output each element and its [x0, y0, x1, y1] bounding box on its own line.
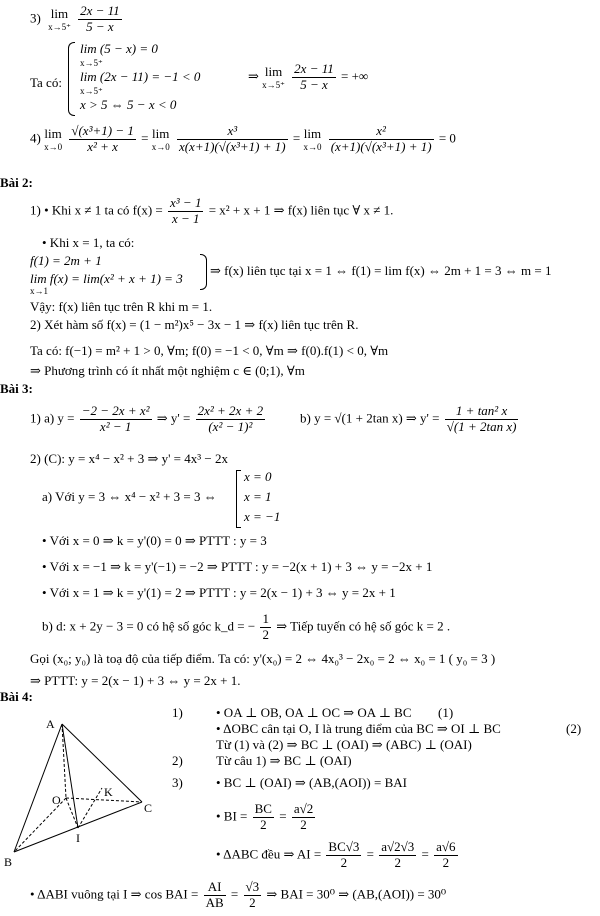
bai4-n3: 3): [172, 775, 183, 790]
bai4-s7: • ΔABC đều ⇒ AI = $\frac{BC√3}{2}$ = $\frac{a√2√3}{2}$ = $\frac{a√6}{2}$: [216, 839, 456, 870]
bai3-case1: x = 0: [244, 469, 272, 484]
bai3-line1a: 1) a) y = $\frac{\text{−2 − 2x + x²}}{\text{x² − 1}}$ ⇒ y' = $\frac{\text{2x² + 2x + 2}}{\text{(x² − 1)²}}$: [30, 403, 264, 434]
bai4-s5: • BC ⊥ (OAI) ⇒ (AB,(AOI)) = BAI: [216, 775, 407, 790]
part3-sys3: x > 5 ⇔ 5 − x < 0: [80, 97, 177, 112]
bai2-line8: ⇒ Phương trình có ít nhất một nghiệm c ∈ (0;1), ∀m: [30, 363, 305, 378]
bai2-line5: Vậy: f(x) liên tục trên R khi m = 1.: [30, 299, 213, 314]
bai4-s4: Từ câu 1) ⇒ BC ⊥ (OAI): [216, 753, 352, 768]
label-B: B: [4, 855, 13, 869]
bai3-g2: ⇒ PTTT: y = 2(x − 1) + 3 ⇔ y = 2x + 1.: [30, 673, 241, 688]
bai4-s1-tag: (1): [438, 705, 454, 720]
bai3-g1: Gọi (x₀; y₀) là toạ độ của tiếp điểm. Ta có: y'(x₀) = 2 ⇔ 4x₀³ − 2x₀ = 2 ⇔ x₀ = 1 ( y₀ = 3 ): [30, 651, 496, 666]
part3-limit: 3) lim x→5⁺ $\frac{2x - 11}{5 - x}$: [30, 3, 120, 34]
bai4-s8: • ΔABI vuông tại I ⇒ cos BAI = $\frac{AI}{AB}$ = $\frac{√3}{2}$ ⇒ BAI = 30⁰ ⇒ (AB,(AOI)) = 30⁰: [30, 879, 447, 910]
bai3-line2: 2) (C): y = x⁴ − x² + 3 ⇒ y' = 4x³ − 2x: [30, 451, 228, 466]
bai3-line3: a) Với y = 3 ⇔ x⁴ − x² + 3 = 3 ⇔: [42, 489, 217, 504]
part3-sys1-sub: x→5⁺: [80, 58, 103, 68]
part3-sys1: lim (5 − x) = 0: [80, 41, 158, 56]
bai3-case2: x = 1: [244, 489, 272, 504]
bai4-n2: 2): [172, 753, 183, 768]
bai2-line7: Ta có: f(−1) = m² + 1 > 0, ∀m; f(0) = −1 < 0, ∀m ⇒ f(0).f(1) < 0, ∀m: [30, 343, 389, 358]
label-K: K: [104, 785, 113, 799]
part3-result: ⇒ lim x→5⁺ $\frac{2x - 11}{5 - x}$ = +∞: [248, 61, 369, 92]
bai3-v1: • Với x = 0 ⇒ k = y'(0) = 0 ⇒ PTTT : y = 3: [42, 533, 267, 548]
bai3-heading: Bài 3:: [0, 381, 33, 396]
part3-sys2: lim (2x − 11) = −1 < 0: [80, 69, 201, 84]
bai4-heading: Bài 4:: [0, 689, 33, 704]
part4-limit: 4) lim x→0 $\frac{\text{√(x³+1) − 1}}{\text{x² + x}}$ = lim x→0 $\frac{\text{x³}}{\text{x(x+1)(√(x³+1) + 1)}}$ = lim x→0 $\frac{\text{x²}}{\text{(x+1)(√(x³+1) + 1)}}$ = 0: [30, 123, 456, 154]
part3-sys2-sub: x→5⁺: [80, 86, 103, 96]
bai2-rbrace: [200, 254, 207, 290]
bai4-n1: 1): [172, 705, 183, 720]
bai4-s6: • BI = $\frac{BC}{2}$ = $\frac{a√2}{2}$: [216, 801, 314, 832]
label-A: A: [46, 717, 55, 731]
bai2-line4-result: ⇒ f(x) liên tục tại x = 1 ⇔ f(1) = lim f(x) ⇔ 2m + 1 = 3 ⇔ m = 1: [210, 263, 552, 278]
bai4-s3: Từ (1) và (2) ⇒ BC ⊥ (OAI) ⇒ (ABC) ⊥ (OAI): [216, 737, 472, 752]
bai2-line4: lim f(x) = lim(x² + x + 1) = 3: [30, 271, 183, 286]
bai2-line3: f(1) = 2m + 1: [30, 253, 102, 268]
bai3-v2: • Với x = −1 ⇒ k = y'(−1) = −2 ⇒ PTTT : y = −2(x + 1) + 3 ⇔ y = −2x + 1: [42, 559, 433, 574]
bai4-s2: • ΔOBC cân tại O, I là trung điểm của BC ⇒ OI ⊥ BC: [216, 721, 501, 736]
bai4-s2-tag: (2): [566, 721, 582, 736]
part3-brace: [68, 42, 75, 116]
bai2-line2: • Khi x = 1, ta có:: [42, 235, 135, 250]
tetrahedron-figure: [2, 716, 172, 870]
label-I: I: [76, 831, 80, 845]
bai3-v3: • Với x = 1 ⇒ k = y'(1) = 2 ⇒ PTTT : y = 2(x − 1) + 3 ⇔ y = 2x + 1: [42, 585, 396, 600]
bai2-line1: 1) • Khi x ≠ 1 ta có f(x) = $\frac{\text{x³ − 1}}{x - 1}$ = x² + x + 1 ⇒ f(x) liên tục ∀ x ≠ 1.: [30, 195, 394, 226]
label-O: O: [52, 793, 61, 807]
label-C: C: [144, 801, 153, 815]
bai3-case3: x = −1: [244, 509, 281, 524]
bai3-b1: b) d: x + 2y − 3 = 0 có hệ số góc k_d = − $\frac{1}{2}$ ⇒ Tiếp tuyến có hệ số góc k = 2 .: [42, 611, 451, 642]
bai2-line4-sub: x→1: [30, 286, 48, 296]
bai2-heading: Bài 2:: [0, 175, 33, 190]
part3-taco: Ta có:: [30, 75, 62, 90]
bai3-bracket: [236, 470, 241, 528]
bai2-line6: 2) Xét hàm số f(x) = (1 − m²)x⁵ − 3x − 1 ⇒ f(x) liên tục trên R.: [30, 317, 359, 332]
bai4-s1: • OA ⊥ OB, OA ⊥ OC ⇒ OA ⊥ BC: [216, 705, 412, 720]
bai3-line1b: b) y = √(1 + 2tan x) ⇒ y' = $\frac{\text{1 + tan² x}}{\text{√(1 + 2tan x)}}$: [300, 403, 517, 434]
